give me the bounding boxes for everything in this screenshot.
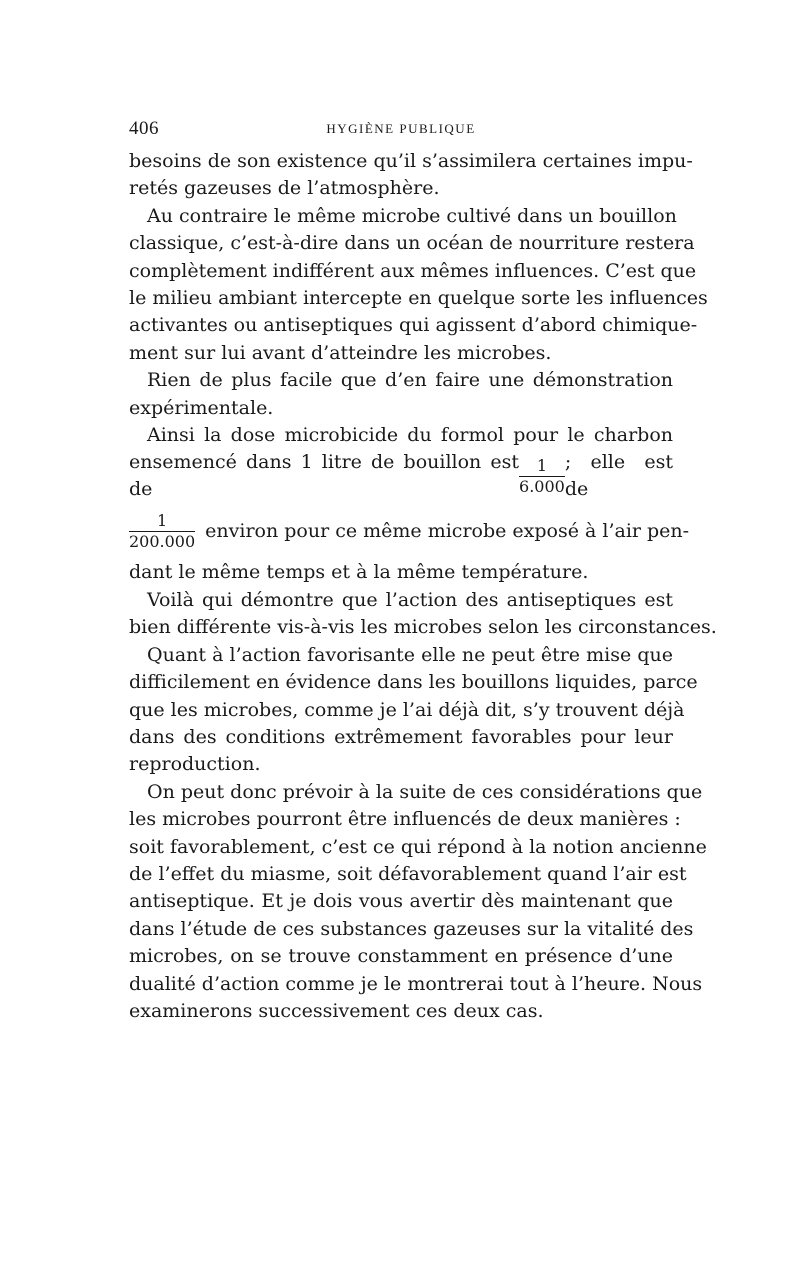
text-line: dant le même temps et à la même température. (129, 561, 589, 584)
page-number: 406 (129, 118, 159, 139)
book-page (129, 118, 717, 1025)
text-line: On peut donc prévoir à la suite de ces considérations que (147, 780, 703, 803)
text-line: activantes ou antiseptiques qui agissent d’abord chimique- (129, 314, 698, 337)
text-line: bien différente vis-à-vis les microbes selon les circonstances. (129, 616, 717, 639)
text-line: classique, c’est-à-dire dans un océan de nourriture restera (129, 232, 695, 255)
text-line: Rien de plus facile que d’en faire une démonstration (147, 369, 673, 392)
text-line: besoins de son existence qu’il s’assimilera certaines impu- (129, 150, 693, 172)
text-line: Voilà qui démontre que l’action des antiseptiques est (147, 588, 673, 611)
text-line: dualité d’action comme je le montrerai tout à l’heure. Nous (129, 972, 703, 995)
text-line: examinerons successivement ces deux cas. (129, 999, 544, 1022)
text-segment: environ pour ce même microbe exposé à l’air pen- (205, 519, 690, 542)
text-line: les microbes pourront être influencés de deux manières : (129, 808, 681, 831)
text-line: Au contraire le même microbe cultivé dans un bouillon (147, 204, 677, 227)
text-line: complètement indifférent aux mêmes influences. C’est que (129, 259, 697, 282)
fraction-numerator: 1 (519, 458, 565, 477)
text-line: ment sur lui avant d’atteindre les microbes. (129, 341, 552, 364)
formula-line (129, 503, 690, 559)
text-line: difficilement en évidence dans les bouillons liquides, parce (129, 671, 698, 694)
page-header (129, 118, 673, 142)
formula-line (129, 449, 673, 503)
text-line: dans des conditions extrêmement favorables pour leur (129, 725, 673, 748)
text-segment: ensemencé dans 1 litre de bouillon est de (129, 451, 520, 501)
text-line: microbes, on se trouve constamment en présence d’une (129, 945, 673, 968)
text-segment: ; elle est de (564, 451, 673, 501)
text-line: le milieu ambiant intercepte en quelque sorte les influences (129, 287, 708, 310)
fraction-denominator: 200.000 (129, 531, 196, 551)
fraction-denominator: 6.000 (519, 476, 565, 496)
running-head: HYGIÈNE PUBLIQUE (326, 121, 476, 136)
text-line: que les microbes, comme je l’ai déjà dit, s’y trouvent déjà (129, 698, 685, 721)
text-line: dans l’étude de ces substances gazeuses sur la vitalité des (129, 917, 694, 940)
text-line: antiseptique. Et je dois vous avertir dès maintenant que (129, 890, 673, 913)
fraction-numerator: 1 (129, 513, 195, 532)
text-line: Ainsi la dose microbicide du formol pour le charbon (147, 424, 673, 447)
fraction (519, 455, 565, 496)
text-line: expérimentale. (129, 396, 274, 419)
text-line: soit favorablement, c’est ce qui répond à la notion ancienne (129, 835, 707, 858)
text-line: retés gazeuses de l’atmosphère. (129, 177, 440, 200)
fraction (129, 510, 196, 551)
body-text (129, 148, 717, 1025)
text-line: de l’effet du miasme, soit défavorablement quand l’air est (129, 862, 687, 885)
text-line: Quant à l’action favorisante elle ne peut être mise que (147, 643, 673, 666)
text-line: reproduction. (129, 753, 261, 776)
